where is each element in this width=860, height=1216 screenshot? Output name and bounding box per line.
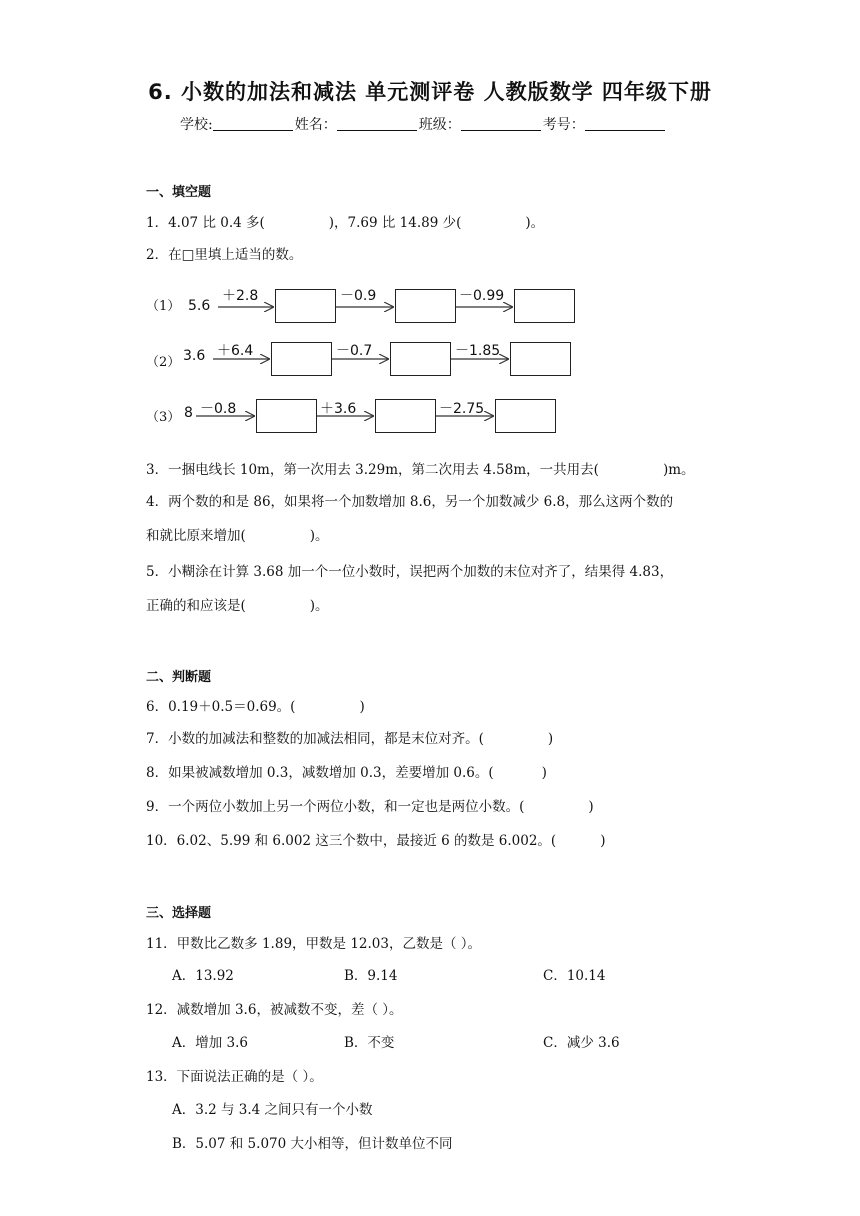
q13-option-b[interactable]: B．5.07 和 5.070 大小相等，但计数单位不同 (172, 1136, 453, 1152)
question-3 (146, 458, 695, 478)
q3-text-a: 3．一捆电线长 10m，第一次用去 3.29m，第二次用去 4.58m，一共用去( (146, 462, 599, 478)
question-2: 2．在□里填上适当的数。 (146, 247, 303, 263)
question-5-line-2 (146, 594, 329, 614)
row-2-op-3: －1.85 (455, 343, 501, 359)
question-9 (146, 795, 594, 815)
q6-text-b: ) (359, 699, 365, 715)
q1-text-b: )，7.69 比 14.89 少( (328, 215, 462, 231)
row-1-op-2: －0.9 (340, 288, 377, 304)
row-2-box-1[interactable] (271, 342, 332, 376)
page-title: 6. 小数的加法和减法 单元测评卷 人教版数学 四年级下册 (148, 80, 712, 104)
row-3-box-1[interactable] (256, 399, 317, 433)
q9-text-b: ) (588, 799, 594, 815)
row-3-op-3: －2.75 (439, 401, 485, 417)
question-8 (146, 761, 547, 781)
row-1-box-2[interactable] (395, 289, 456, 323)
question-12: 12．减数增加 3.6，被减数不变，差（ ）。 (146, 1002, 403, 1018)
q11-option-b[interactable]: B．9.14 (344, 968, 398, 984)
q11-option-a[interactable]: A．13.92 (172, 968, 234, 984)
row-2-op-1: ＋6.4 (217, 343, 254, 359)
q9-text-a: 9．一个两位小数加上另一个两位小数，和一定也是两位小数。( (146, 799, 525, 815)
q1-text-c: )。 (525, 215, 545, 231)
q3-text-b: )m。 (662, 462, 695, 478)
row-2-op-2: －0.7 (336, 343, 373, 359)
question-4-line-1: 4．两个数的和是 86，如果将一个加数增加 8.6，另一个加数减少 6.8，那么这两个数的 (146, 494, 674, 510)
question-5-line-1: 5．小糊涂在计算 3.68 加一个一位小数时，误把两个加数的末位对齐了，结果得 4.83， (146, 564, 674, 580)
q12-option-c[interactable]: C．减少 3.6 (543, 1035, 620, 1051)
q5-text-b: )。 (309, 598, 329, 614)
q13-option-a[interactable]: A．3.2 与 3.4 之间只有一个小数 (172, 1102, 373, 1118)
section-judge-heading: 二、判断题 (146, 670, 212, 685)
row-1-start: 5.6 (188, 298, 211, 314)
class-label: 班级： (418, 117, 461, 133)
question-4-line-2 (146, 524, 329, 544)
school-label: 学校: (180, 117, 213, 133)
row-2-box-3[interactable] (510, 342, 571, 376)
section-fill-heading: 一、填空题 (146, 185, 212, 200)
q6-text-a: 6．0.19＋0.5＝0.69。( (146, 699, 296, 715)
q8-text-b: ) (541, 765, 547, 781)
row-1-label: （1） (146, 299, 181, 314)
question-6 (146, 695, 365, 715)
q5-text-a: 正确的和应该是( (146, 598, 246, 614)
row-3-start: 8 (184, 405, 193, 421)
student-info-line (180, 114, 667, 134)
exam-no-blank[interactable] (585, 116, 665, 131)
q8-text-a: 8．如果被减数增加 0.3，减数增加 0.3，差要增加 0.6。( (146, 765, 494, 781)
row-1-op-1: ＋2.8 (222, 288, 259, 304)
name-blank[interactable] (337, 116, 417, 131)
row-3-op-1: －0.8 (200, 401, 237, 417)
row-2-label: （2） (146, 355, 181, 370)
question-1 (146, 211, 544, 231)
question-7 (146, 727, 553, 747)
q7-text-a: 7．小数的加减法和整数的加减法相同，都是末位对齐。( (146, 731, 484, 747)
question-10 (146, 829, 605, 849)
section-choice-heading: 三、选择题 (146, 906, 212, 921)
q1-text-a: 1．4.07 比 0.4 多( (146, 215, 265, 231)
row-2-start: 3.6 (183, 348, 206, 364)
q10-text-b: ) (600, 833, 606, 849)
q12-option-b[interactable]: B．不变 (344, 1035, 395, 1051)
exam-no-label: 考号： (542, 117, 585, 133)
class-blank[interactable] (461, 116, 541, 131)
q10-text-a: 10．6.02、5.99 和 6.002 这三个数中，最接近 6 的数是 6.002。( (146, 833, 557, 849)
row-2-box-2[interactable] (390, 342, 451, 376)
q7-text-b: ) (547, 731, 554, 747)
row-3-label: （3） (146, 410, 181, 425)
row-3-box-3[interactable] (495, 399, 556, 433)
q11-option-c[interactable]: C．10.14 (543, 968, 606, 984)
question-11: 11．甲数比乙数多 1.89，甲数是 12.03，乙数是（ ）。 (146, 936, 482, 952)
name-label: 姓名： (294, 117, 337, 133)
row-3-box-2[interactable] (375, 399, 436, 433)
q12-option-a[interactable]: A．增加 3.6 (172, 1035, 249, 1051)
row-1-op-3: －0.99 (459, 288, 505, 304)
school-blank[interactable] (213, 116, 293, 131)
row-1-box-3[interactable] (514, 289, 575, 323)
row-1-box-1[interactable] (275, 289, 336, 323)
question-13: 13．下面说法正确的是（ ）。 (146, 1069, 323, 1085)
q4-text-a: 和就比原来增加( (146, 528, 246, 544)
row-3-op-2: ＋3.6 (320, 401, 357, 417)
q4-text-b: )。 (309, 528, 329, 544)
